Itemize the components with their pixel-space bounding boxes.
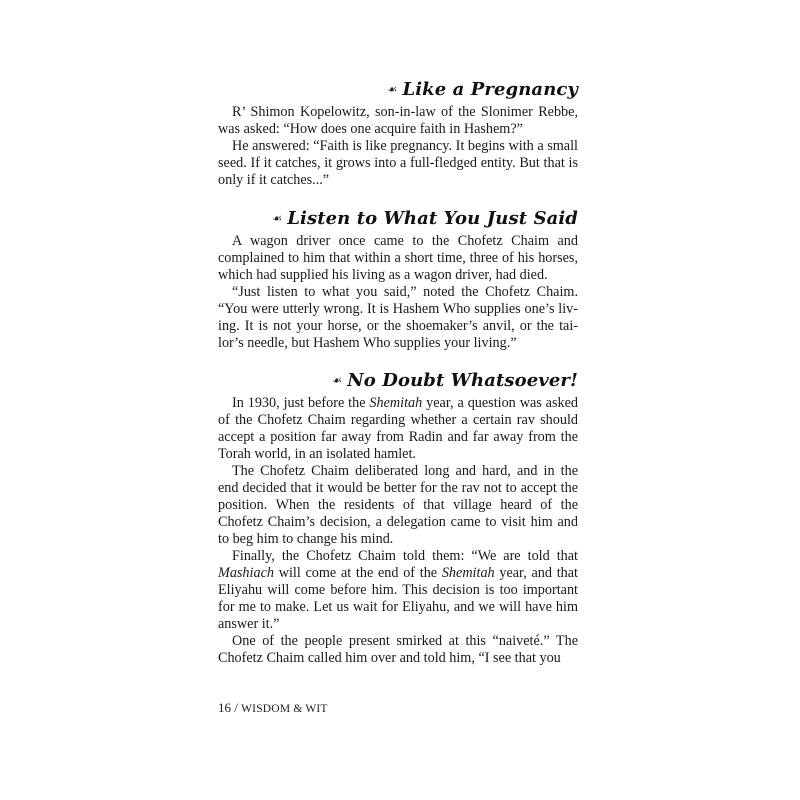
section-title: Like a Pregnancy — [402, 79, 578, 100]
section-heading — [218, 369, 578, 393]
paragraph: A wagon driver once came to the Chofetz Chaim and complained to him that within a short time, three of his horses, which had supplied his living as a wagon driver, had died. — [218, 233, 578, 283]
text-run: year, a question was asked of the Chofetz Chaim regarding whether a certain rav should accept a position far away from Radin and far away from the Torah world, in an isolated hamlet. — [218, 395, 578, 462]
paragraph: “Just listen to what you said,” noted the Chofetz Chaim. “You were utterly wrong. It is Hashem Who supplies one’s living. It is not your horse, or the shoemaker’s anvil, or the tailor’s needle, but Hashem Who supplies your living.” — [218, 284, 578, 351]
fleuron-ornament-icon: ☙ — [272, 212, 283, 225]
fleuron-ornament-icon: ☙ — [387, 83, 398, 96]
paragraph — [218, 395, 578, 463]
section-title: Listen to What You Just Said — [287, 208, 578, 229]
running-title: WISDOM & WIT — [241, 703, 328, 715]
section-no-doubt-whatsoever — [218, 369, 578, 667]
section-heading — [218, 78, 578, 102]
book-page — [218, 78, 578, 667]
section-title: No Doubt Whatsoever! — [347, 370, 578, 391]
section-like-a-pregnancy — [218, 78, 578, 189]
italic-term: Mashiach — [218, 565, 274, 581]
section-heading — [218, 207, 578, 231]
paragraph — [218, 463, 578, 548]
text-run: The Chofetz Chaim deliberated long and hard, and in the end decided that it would be better for the rav not to accept the position. When the residents of that village heard of the Chofetz Chaim’s decision, a delegation came to visit him and to beg him to change his mind. — [218, 463, 578, 547]
paragraph: He answered: “Faith is like pregnancy. It begins with a small seed. If it catches, it grows into a full-fledged entity. But that is only if it catches...” — [218, 138, 578, 188]
text-run: year, and that Eliyahu will come before him. This decision is too important for me to make. Let us wait for Eliyahu, and we will have him answer it.” — [218, 565, 578, 632]
text-run: In 1930, just before the — [232, 395, 370, 411]
footer-separator: / — [231, 700, 242, 715]
paragraph: R’ Shimon Kopelowitz, son-in-law of the Slonimer Rebbe, was asked: “How does one acquire faith in Hashem?” — [218, 104, 578, 137]
text-run: will come at the end of the — [273, 565, 442, 581]
page-footer — [218, 700, 328, 716]
fleuron-ornament-icon: ☙ — [332, 374, 343, 387]
text-run: One of the people present smirked at this “naiveté.” The Chofetz Chaim called him over and told him, “I see that you — [218, 633, 578, 666]
page-number: 16 — [218, 700, 231, 715]
section-listen-to-what-you-just-said — [218, 207, 578, 352]
paragraph — [218, 548, 578, 633]
paragraph — [218, 633, 578, 667]
italic-term: Shemitah — [369, 395, 423, 411]
italic-term: Shemitah — [441, 565, 495, 581]
text-run: Finally, the Chofetz Chaim told them: “We are told that — [232, 548, 578, 564]
